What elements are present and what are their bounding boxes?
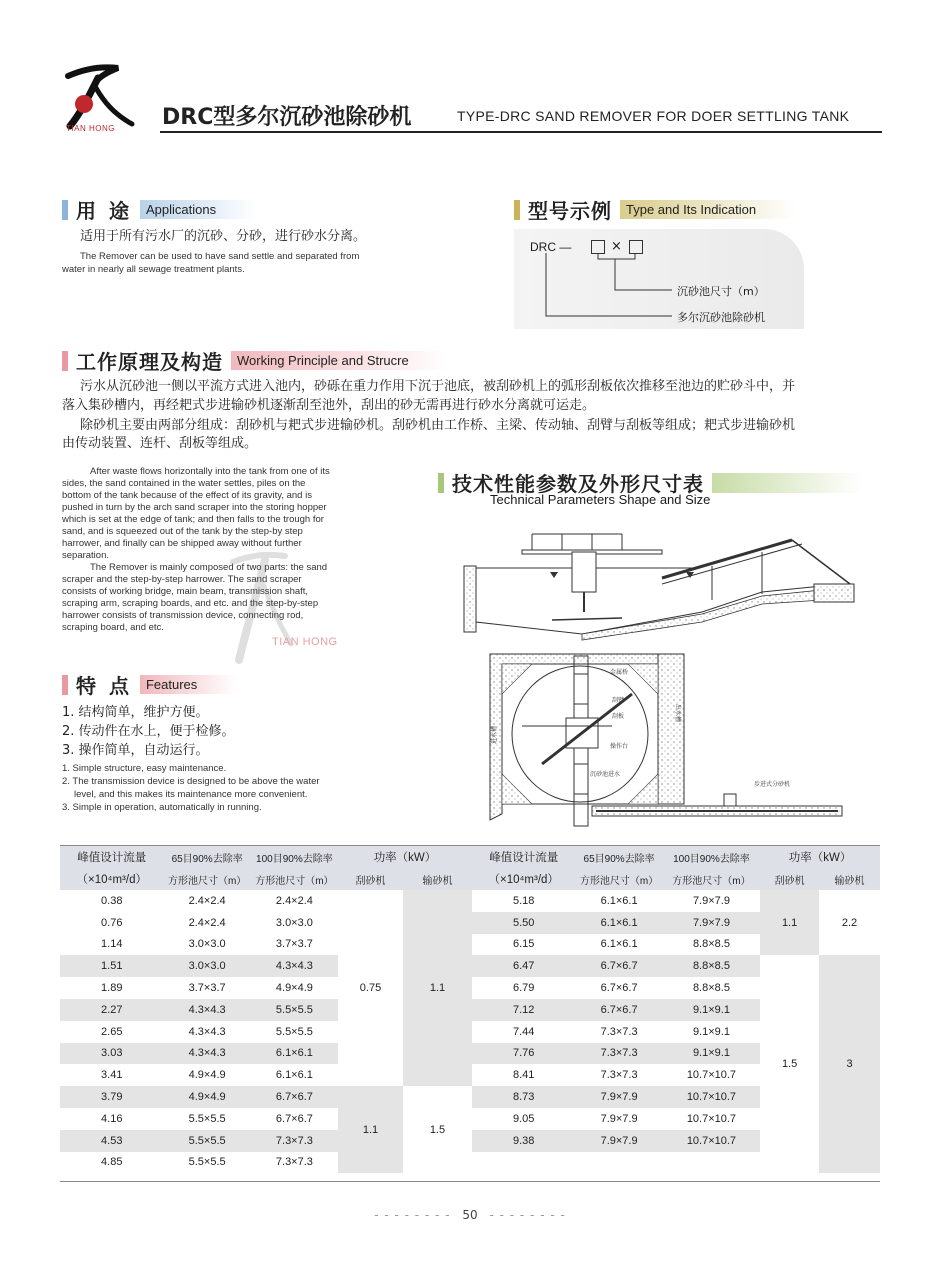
principle-en-line: sides, the sand contained in the water settles, piles on the	[62, 478, 306, 489]
principle-en-line: sand, and is squeezed out of the tank by the step-by step	[62, 526, 303, 537]
cell-size-65: 3.0×3.0	[164, 955, 251, 977]
cell-size-65: 4.9×4.9	[164, 1086, 251, 1108]
page-title-cn: DRC型多尔沉砂池除砂机	[162, 105, 412, 130]
title-divider	[160, 131, 882, 133]
principle-en-line: The Remover is mainly composed of two parts: the sand	[90, 562, 328, 573]
cell-size-65: 4.3×4.3	[188, 1025, 226, 1038]
features-list-en	[62, 762, 320, 814]
cell-size-65: 7.9×7.9	[575, 1130, 662, 1152]
plan-label: 操作台	[610, 743, 629, 750]
section-title-cn: 技术性能参数及外形尺寸表	[452, 472, 704, 496]
plan-label: 步进式分砂机	[754, 781, 791, 788]
principle-cn-line-4: 由传动装置、连杆、刮板等组成。	[62, 436, 258, 451]
cell-power-conveyor: 3	[819, 955, 880, 1173]
applications-heading	[62, 195, 256, 224]
feature-item-cn: 3. 操作简单，自动运行。	[62, 743, 209, 758]
cell-flow: 7.12	[472, 999, 576, 1021]
cell-size-100: 7.9×7.9	[663, 912, 760, 934]
header-100: 100目90%去除率	[663, 846, 760, 868]
section-bar	[62, 675, 68, 695]
table-bottom-rule	[60, 1181, 880, 1182]
cell-flow: 1.51	[60, 955, 164, 977]
parameter-table	[60, 846, 880, 1173]
page-number: 50	[462, 1208, 478, 1222]
model-code: DRC —	[530, 240, 572, 254]
feature-item-en: 2. The transmission device is designed to be above the water	[62, 776, 320, 787]
cell-flow: 1.14	[101, 938, 123, 951]
section-title-en: Features	[140, 675, 237, 694]
cell-size-100: 2.4×2.4	[275, 894, 313, 907]
principle-en-line: which is set at the edge of tank; and then falls to the trough for	[62, 514, 324, 525]
cell-empty	[472, 1152, 576, 1174]
cell-size-100: 8.8×8.5	[663, 955, 760, 977]
section-bar	[62, 200, 68, 220]
header-65: 65目90%去除率	[164, 846, 251, 868]
cell-size-100: 10.7×10.7	[686, 1112, 737, 1125]
cell-size-100: 4.9×4.9	[275, 982, 313, 995]
cell-size-100: 6.1×6.1	[251, 1043, 338, 1065]
model-times: ×	[611, 239, 622, 254]
header-scraper: 刮砂机	[338, 868, 403, 890]
cell-size-100: 4.3×4.3	[251, 955, 338, 977]
cell-size-65: 7.3×7.3	[600, 1025, 638, 1038]
principle-en-line: harrower, and finally can be shipped away without further	[62, 538, 302, 549]
page-footer: - - - - - - - - 50 - - - - - - - -	[374, 1208, 566, 1222]
cell-flow: 0.76	[101, 916, 123, 929]
cell-size-100: 5.5×5.5	[275, 1025, 313, 1038]
cell-flow: 1.89	[101, 982, 123, 995]
cell-size-100: 6.7×6.7	[251, 1086, 338, 1108]
cell-size-100: 8.8×8.5	[692, 938, 730, 951]
header-size: 方形池尺寸（m）	[251, 868, 338, 890]
plan-label: 刮臂	[612, 697, 625, 704]
elevation-drawing	[462, 522, 862, 642]
cell-flow: 5.18	[513, 894, 535, 907]
cell-power-scraper: 1.1	[760, 890, 819, 955]
cell-flow: 8.73	[472, 1086, 576, 1108]
feature-item-en: 3. Simple in operation, automatically in running.	[62, 802, 262, 813]
cell-size-100: 6.1×6.1	[275, 1069, 313, 1082]
header-100: 100目90%去除率	[251, 846, 338, 868]
principle-en-line: separation.	[62, 550, 110, 561]
cell-flow: 2.65	[101, 1025, 123, 1038]
principle-cn-line-2: 落入集砂槽内，再经耙式步进输砂机逐渐刮至池外，刮出的砂无需再进行砂水分离就可运走。	[62, 398, 596, 413]
cell-size-100: 5.5×5.5	[251, 999, 338, 1021]
cell-size-65: 5.5×5.5	[164, 1130, 251, 1152]
plan-drawing	[462, 644, 862, 828]
cell-flow: 4.53	[60, 1130, 164, 1152]
cell-size-65: 7.3×7.3	[600, 1069, 638, 1082]
cell-flow: 7.44	[513, 1025, 535, 1038]
features-list-cn	[62, 703, 235, 760]
cell-size-65: 6.7×6.7	[600, 982, 638, 995]
cell-flow: 6.15	[513, 938, 535, 951]
section-title-en: Working Principle and Strucre	[231, 351, 449, 370]
cell-size-100: 3.0×3.0	[275, 916, 313, 929]
header-power: 功率（kW）	[760, 846, 880, 868]
cell-size-65: 2.4×2.4	[188, 916, 226, 929]
cell-flow: 0.38	[101, 894, 123, 907]
section-title-en: Applications	[140, 200, 256, 219]
principle-en-line: pushed in turn by the arch sand scraper into the storing hopper	[62, 502, 327, 513]
cell-flow: 8.41	[513, 1069, 535, 1082]
section-bar	[438, 473, 444, 493]
table-row	[60, 1086, 880, 1108]
cell-power-conveyor: 1.1	[403, 890, 472, 1086]
cell-size-100: 9.1×9.1	[663, 999, 760, 1021]
header-size: 方形池尺寸（m）	[575, 868, 662, 890]
table-header-row-2	[60, 868, 880, 890]
model-heading	[514, 195, 796, 224]
header-scraper: 刮砂机	[760, 868, 819, 890]
cell-flow: 5.50	[472, 912, 576, 934]
header-65: 65目90%去除率	[575, 846, 662, 868]
features-heading	[62, 670, 237, 699]
section-gradient	[712, 473, 862, 493]
plan-label: 沉砂池进水	[590, 771, 621, 778]
section-title-en: Type and Its Indication	[620, 200, 796, 219]
cell-size-100: 8.8×8.5	[692, 982, 730, 995]
cell-size-65: 2.4×2.4	[188, 894, 226, 907]
cell-size-100: 9.1×9.1	[663, 1043, 760, 1065]
cell-size-100: 10.7×10.7	[663, 1086, 760, 1108]
cell-size-65: 4.3×4.3	[164, 999, 251, 1021]
cell-size-100: 7.9×7.9	[692, 894, 730, 907]
principle-en-line: consists of working bridge, main beam, transmission shaft,	[62, 586, 309, 597]
logo-text: TIAN HONG	[66, 124, 115, 133]
cell-flow: 9.38	[472, 1130, 576, 1152]
table-header-row-1	[60, 846, 880, 868]
feature-item-en: 1. Simple structure, easy maintenance.	[62, 763, 227, 774]
header-power: 功率（kW）	[338, 846, 472, 868]
principle-heading	[62, 346, 449, 375]
cell-size-100: 6.7×6.7	[275, 1112, 313, 1125]
cell-size-100: 9.1×9.1	[692, 1025, 730, 1038]
principle-en-line: After waste flows horizontally into the tank from one of its	[90, 466, 330, 477]
cell-flow: 3.03	[60, 1043, 164, 1065]
section-bar	[514, 200, 520, 220]
plan-label: 金属桥	[610, 669, 629, 676]
cell-size-100: 7.3×7.3	[275, 1156, 313, 1169]
cell-flow: 3.79	[60, 1086, 164, 1108]
plan-label: 出水槽	[674, 704, 681, 723]
principle-en-line: harrower consists of transmission device, connecting rod,	[62, 610, 304, 621]
cell-size-65: 3.0×3.0	[188, 938, 226, 951]
tech-subtitle-en: Technical Parameters Shape and Size	[490, 492, 711, 507]
table-body	[60, 890, 880, 1173]
cell-size-65: 5.5×5.5	[188, 1156, 226, 1169]
section-title-cn: 型号示例	[528, 199, 612, 223]
section-bar	[62, 351, 68, 371]
cell-size-65: 6.7×6.7	[575, 999, 662, 1021]
feature-item-cn: 1. 结构简单，维护方便。	[62, 705, 209, 720]
cell-size-65: 5.5×5.5	[188, 1112, 226, 1125]
principle-en-line: bottom of the tank because of the effect of its gravity, and is	[62, 490, 312, 501]
cell-size-65: 4.3×4.3	[164, 1043, 251, 1065]
cell-power-conveyor: 2.2	[819, 890, 880, 955]
cell-size-65: 6.1×6.1	[600, 894, 638, 907]
header-flow: 峰值设计流量	[60, 846, 164, 868]
cell-flow: 2.27	[60, 999, 164, 1021]
principle-cn-line-3: 除砂机主要由两部分组成：刮砂机与耙式步进输砂机。刮砂机由工作桥、主梁、传动轴、刮臂与刮板等组成；耙式步进输砂机	[80, 418, 796, 433]
cell-size-65: 6.7×6.7	[575, 955, 662, 977]
cell-size-100: 3.7×3.7	[275, 938, 313, 951]
principle-cn-line-1: 污水从沉砂池一侧以平流方式进入池内，砂砾在重力作用下沉于池底，被刮砂机上的弧形刮板依次推移至池边的贮砂斗中，并	[80, 379, 796, 394]
table-row	[60, 890, 880, 912]
cell-flow: 9.05	[513, 1112, 535, 1125]
cell-size-65: 7.9×7.9	[600, 1112, 638, 1125]
cell-size-65: 4.9×4.9	[188, 1069, 226, 1082]
cell-flow: 6.47	[472, 955, 576, 977]
section-title-cn: 特 点	[76, 674, 132, 698]
feature-item-en: level, and this makes its maintenance more convenient.	[74, 789, 308, 800]
model-box-2	[629, 240, 643, 254]
cell-flow: 6.79	[513, 982, 535, 995]
cell-size-100: 10.7×10.7	[663, 1130, 760, 1152]
watermark-icon	[225, 548, 295, 668]
model-leader-lines	[540, 253, 680, 323]
principle-en-line: scraping arm, scraping boards, and etc. and the step-by-step	[62, 598, 319, 609]
cell-size-65: 6.1×6.1	[575, 912, 662, 934]
cell-power-scraper: 0.75	[338, 890, 403, 1086]
cell-size-65: 7.3×7.3	[575, 1043, 662, 1065]
model-label-name: 多尔沉砂池除砂机	[677, 311, 765, 324]
plan-label: 进水槽	[491, 725, 498, 744]
principle-en-line: scraper and the step-by-step harrower. The sand scraper	[62, 574, 302, 585]
header-flow: 峰值设计流量	[472, 846, 576, 868]
cell-power-scraper: 1.1	[338, 1086, 403, 1173]
cell-size-100: 7.3×7.3	[251, 1130, 338, 1152]
cell-flow: 4.85	[101, 1156, 123, 1169]
cell-flow: 7.76	[472, 1043, 576, 1065]
applications-text-en-1: The Remover can be used to have sand settle and separated from	[80, 251, 360, 262]
cell-size-65: 3.7×3.7	[188, 982, 226, 995]
cell-empty	[575, 1152, 662, 1174]
applications-text-en-2: water in nearly all sewage treatment plants.	[62, 264, 245, 275]
header-size: 方形池尺寸（m）	[663, 868, 760, 890]
header-conveyor: 输砂机	[819, 868, 880, 890]
header-conveyor: 输砂机	[403, 868, 472, 890]
model-label-size: 沉砂池尺寸（m）	[677, 285, 765, 298]
cell-flow: 3.41	[101, 1069, 123, 1082]
plan-label: 刮板	[612, 713, 625, 720]
watermark-text: TIAN HONG	[272, 636, 338, 648]
header-flow-unit: （×10⁴m³/d）	[60, 868, 164, 890]
cell-size-65: 7.9×7.9	[575, 1086, 662, 1108]
applications-text-cn: 适用于所有污水厂的沉砂、分砂，进行砂水分离。	[80, 229, 367, 244]
cell-flow: 4.16	[101, 1112, 123, 1125]
cell-power-scraper: 1.5	[760, 955, 819, 1173]
page-title-en: TYPE-DRC SAND REMOVER FOR DOER SETTLING TANK	[457, 108, 850, 124]
section-title-cn: 用 途	[76, 199, 132, 223]
header-flow-unit: （×10⁴m³/d）	[472, 868, 576, 890]
cell-power-conveyor: 1.5	[403, 1086, 472, 1173]
principle-en-block	[62, 466, 384, 634]
model-box-1	[591, 240, 605, 254]
principle-en-line: scraping board, and etc.	[62, 622, 164, 633]
header-size: 方形池尺寸（m）	[164, 868, 251, 890]
cell-size-65: 6.1×6.1	[600, 938, 638, 951]
cell-empty	[663, 1152, 760, 1174]
section-title-cn: 工作原理及构造	[76, 350, 223, 374]
feature-item-cn: 2. 传动件在水上，便于检修。	[62, 724, 235, 739]
cell-size-100: 10.7×10.7	[686, 1069, 737, 1082]
